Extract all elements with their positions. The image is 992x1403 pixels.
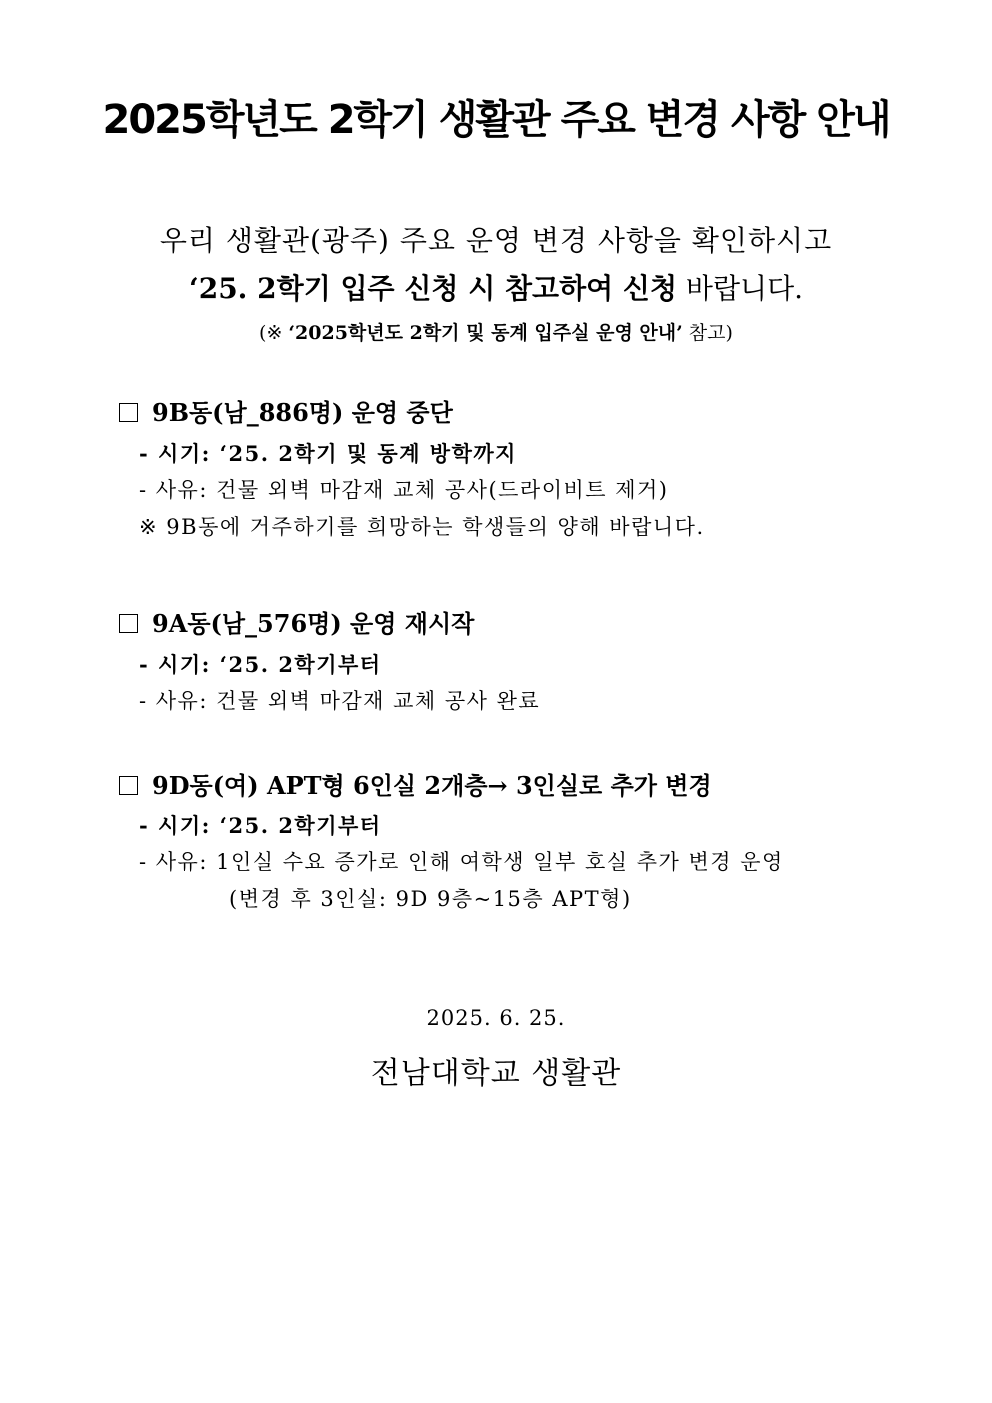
issuing-organization: 전남대학교 생활관 — [370, 1056, 622, 1091]
section-9a-reason: - 사유: 건물 외벽 마감재 교체 공사 완료 — [139, 689, 541, 713]
intro-reference-note — [0, 318, 992, 345]
section-9d-detail: (변경 후 3인실: 9D 9층~15층 APT형) — [229, 887, 632, 911]
intro-reference-suffix: 참고) — [682, 322, 733, 344]
intro-line-2-rest: 바랍니다. — [677, 272, 804, 305]
section-9b-heading — [119, 393, 453, 428]
checkbox-square-icon — [119, 776, 138, 795]
intro-reference-prefix: (※ — [259, 322, 289, 344]
section-9b-title: 9B동(남_886명) 운영 중단 — [152, 398, 453, 427]
section-9b-note: ※ 9B동에 거주하기를 희망하는 학생들의 양해 바랍니다. — [139, 515, 705, 539]
section-9a-period: - 시기: ‘25. 2학기부터 — [139, 652, 382, 677]
issue-date: 2025. 6. 25. — [426, 1006, 566, 1030]
intro-line-2 — [0, 267, 992, 307]
checkbox-square-icon — [119, 403, 138, 422]
section-9a-heading — [119, 604, 474, 639]
intro-reference-doc: ‘2025학년도 2학기 및 동계 입주실 운영 안내’ — [288, 322, 683, 344]
checkbox-square-icon — [119, 614, 138, 633]
intro-line-1: 우리 생활관(광주) 주요 운영 변경 사항을 확인하시고 — [159, 224, 833, 257]
section-9d-heading — [119, 766, 712, 801]
intro-line-2-emphasis: ‘25. 2학기 입주 신청 시 참고하여 신청 — [188, 272, 678, 305]
section-9d-reason: - 사유: 1인실 수요 증가로 인해 여학생 일부 호실 추가 변경 운영 — [139, 850, 784, 874]
section-9b-reason: - 사유: 건물 외벽 마감재 교체 공사(드라이비트 제거) — [139, 478, 669, 502]
section-9d-period: - 시기: ‘25. 2학기부터 — [139, 813, 382, 838]
section-9d-title: 9D동(여) APT형 6인실 2개층→ 3인실로 추가 변경 — [152, 771, 712, 800]
section-9a-title: 9A동(남_576명) 운영 재시작 — [152, 609, 475, 638]
document-title: 2025학년도 2학기 생활관 주요 변경 사항 안내 — [102, 97, 890, 143]
section-9b-period: - 시기: ‘25. 2학기 및 동계 방학까지 — [139, 441, 517, 466]
